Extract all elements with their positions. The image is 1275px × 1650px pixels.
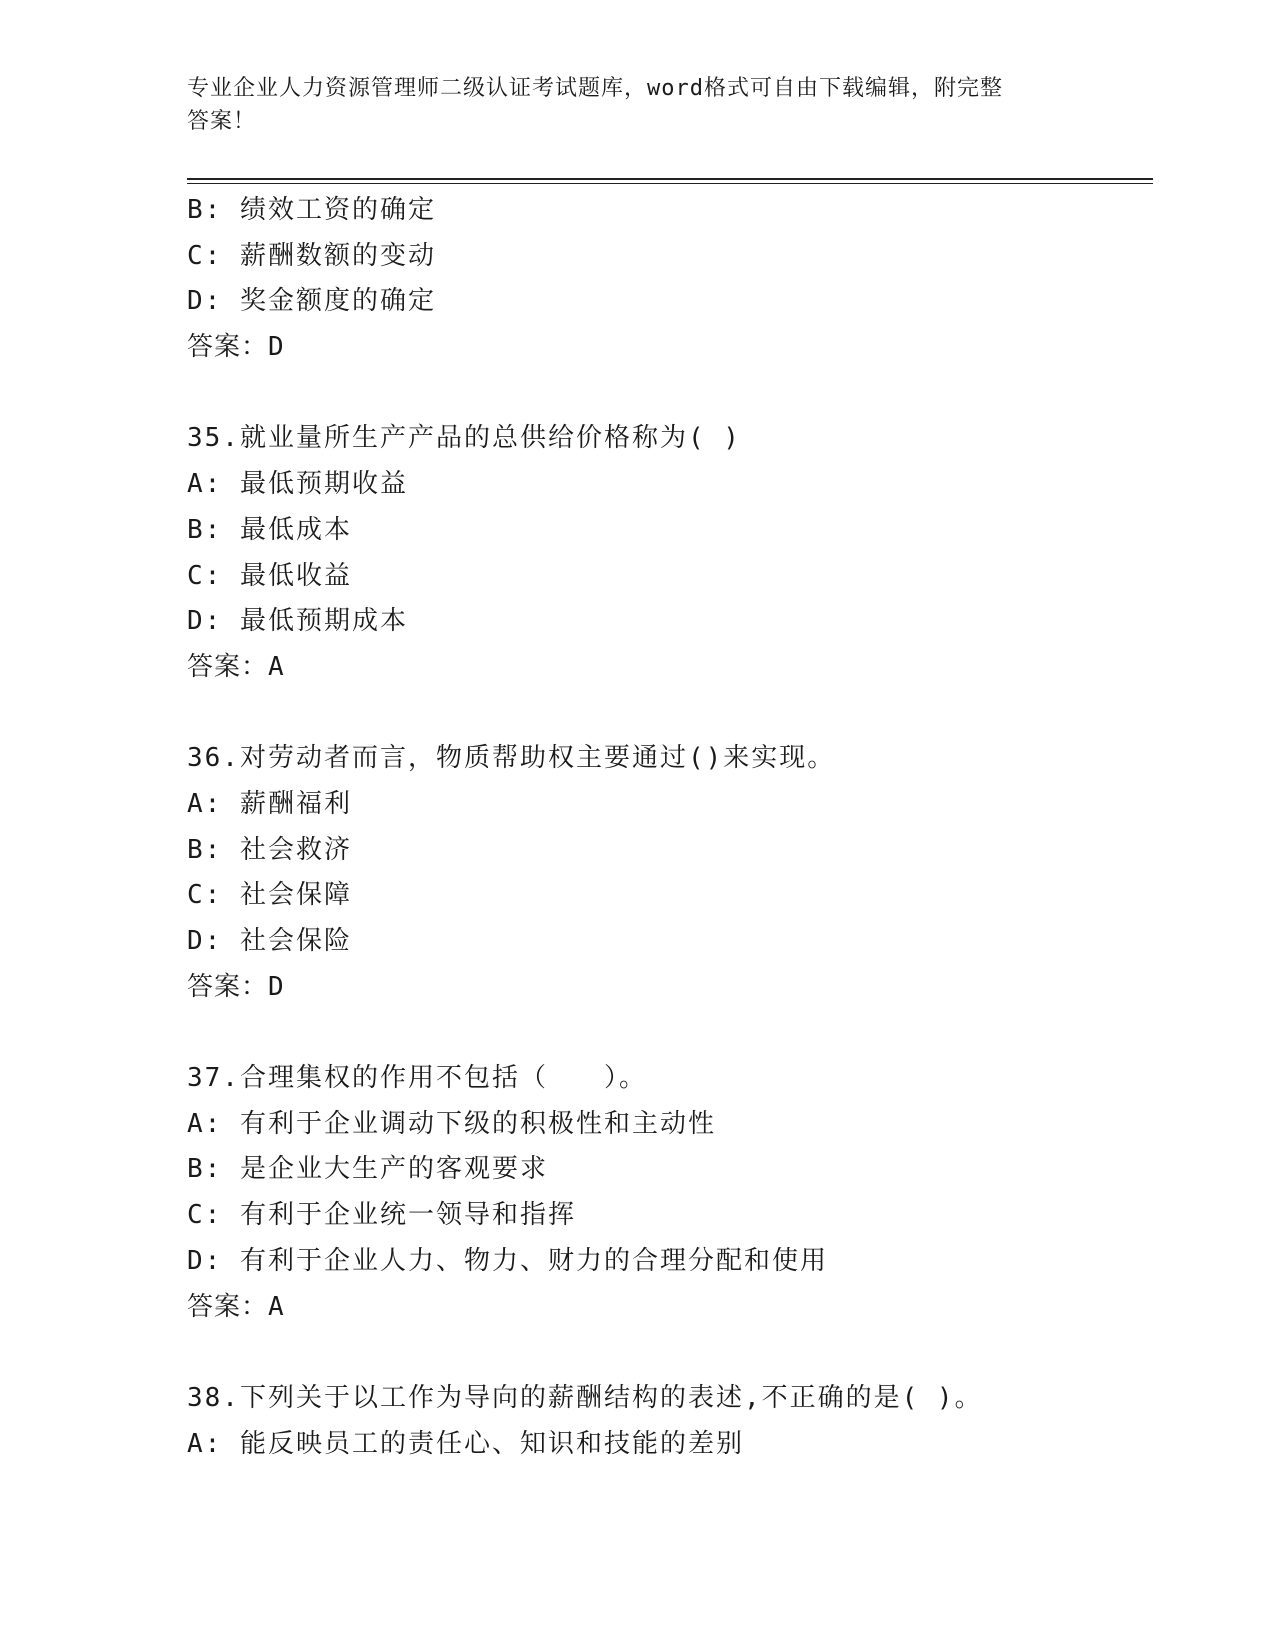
- question-list: [187, 188, 1153, 1467]
- option-text: B: 是企业大生产的客观要求: [187, 1154, 548, 1185]
- option-text: A: 有利于企业调动下级的积极性和主动性: [187, 1108, 716, 1139]
- header-line-2: 答案！: [187, 109, 257, 134]
- spacer: [187, 1330, 1153, 1376]
- option-text: D: 有利于企业人力、物力、财力的合理分配和使用: [187, 1245, 828, 1276]
- option-text: B: 社会救济: [187, 834, 352, 865]
- question-text: 35.就业量所生产产品的总供给价格称为( ): [187, 423, 741, 454]
- option-text: B: 绩效工资的确定: [187, 195, 436, 225]
- option-text: A: 薪酬福利: [187, 788, 352, 819]
- spacer: [187, 691, 1153, 737]
- question-text: 37.合理集权的作用不包括（ ）。: [187, 1063, 647, 1094]
- answer-text: 答案：A: [187, 1291, 285, 1322]
- option-text: B: 最低成本: [187, 514, 352, 545]
- option-text: C: 薪酬数额的变动: [187, 240, 436, 271]
- question-text: 36.对劳动者而言，物质帮助权主要通过()来实现。: [187, 743, 836, 774]
- header-rule-thick: [187, 178, 1153, 180]
- option-text: A: 能反映员工的责任心、知识和技能的差别: [187, 1428, 744, 1459]
- option-text: C: 最低收益: [187, 560, 352, 591]
- option-text: A: 最低预期收益: [187, 469, 408, 500]
- document-header: [187, 72, 1067, 138]
- option-text: C: 有利于企业统一领导和指挥: [187, 1200, 576, 1231]
- option-text: C: 社会保障: [187, 880, 352, 911]
- answer-text: 答案：D: [187, 332, 285, 363]
- option-text: D: 最低预期成本: [187, 606, 408, 637]
- answer-text: 答案：D: [187, 971, 285, 1002]
- spacer: [187, 371, 1153, 417]
- header-line-1: 专业企业人力资源管理师二级认证考试题库，word格式可自由下载编辑，附完整: [187, 76, 1003, 101]
- answer-text: 答案：A: [187, 651, 285, 682]
- header-rule-thin: [187, 183, 1153, 184]
- question-text: 38.下列关于以工作为导向的薪酬结构的表述,不正确的是( )。: [187, 1382, 983, 1413]
- option-text: D: 社会保险: [187, 926, 352, 956]
- option-text: D: 奖金额度的确定: [187, 286, 436, 317]
- spacer: [187, 1010, 1153, 1056]
